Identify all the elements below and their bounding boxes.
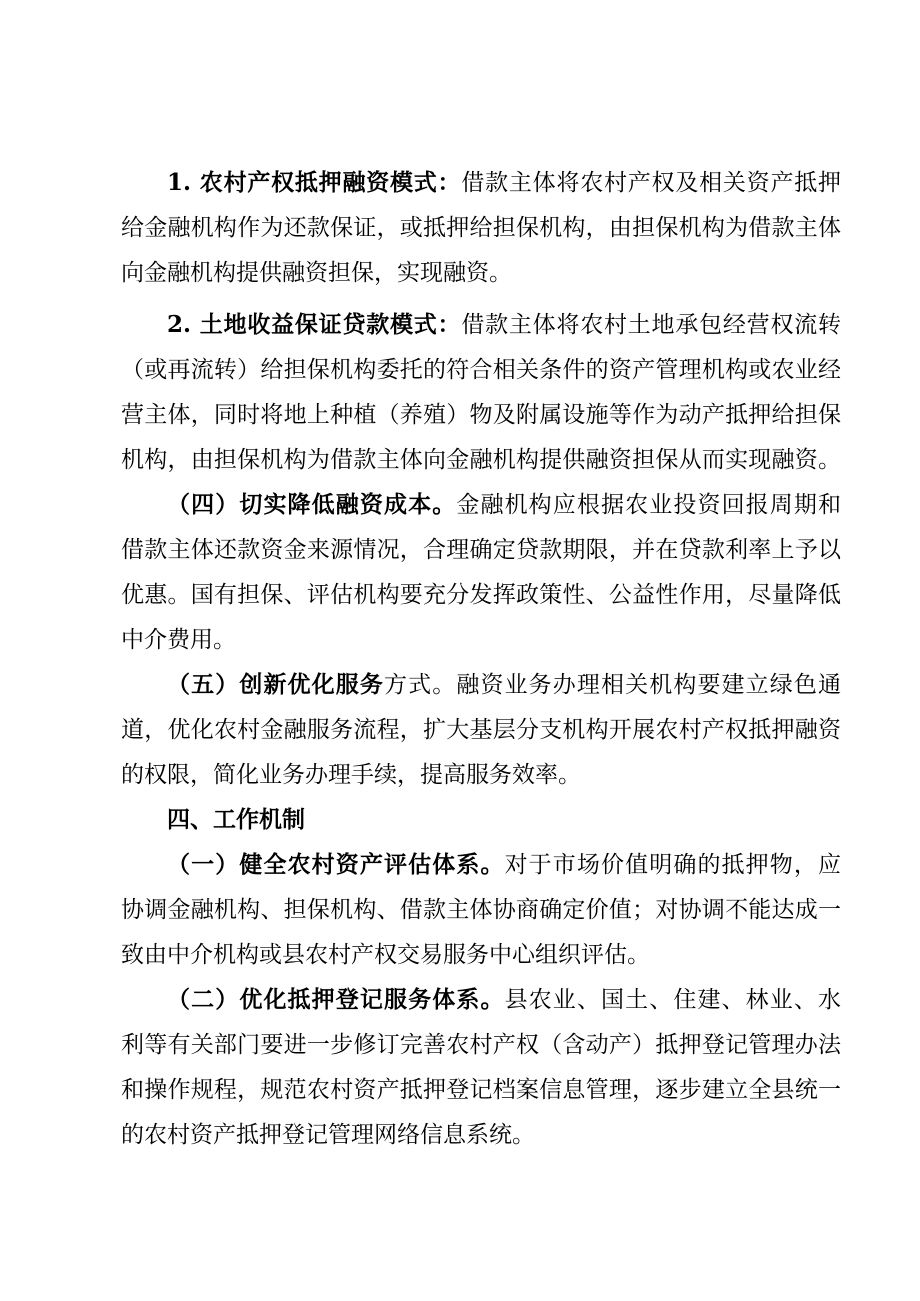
paragraph-line (121, 1071, 841, 1109)
line-text: 的农村资产抵押登记管理网络信息系统。 (121, 1122, 535, 1148)
line-text: 向金融机构提供融资担保，实现融资。 (121, 260, 512, 286)
line-text: 致由中介机构或县农村产权交易服务中心组织评估。 (121, 942, 650, 968)
paragraph-line (167, 846, 841, 884)
paragraph-line (121, 756, 841, 794)
paragraph-line (121, 351, 841, 389)
paragraph-line (121, 576, 841, 614)
paragraph-line (121, 441, 841, 479)
paragraph-line (167, 306, 841, 344)
paragraph-line (121, 209, 841, 247)
heading-text: 四、工作机制 (167, 806, 305, 833)
line-text: 利等有关部门要进一步修订完善农村产权（含动产）抵押登记管理办法 (121, 1032, 841, 1058)
line-text: （或再流转）给担保机构委托的符合相关条件的资产管理机构或农业经 (121, 357, 841, 383)
bold-lead: （五）创新优化服务 (167, 671, 384, 698)
paragraph-line (121, 711, 841, 749)
line-text: 对于市场价值明确的抵押物，应 (504, 852, 842, 878)
paragraph-line (167, 486, 841, 524)
paragraph-line (121, 936, 841, 974)
line-text: 道，优化农村金融服务流程，扩大基层分支机构开展农村产权抵押融资 (121, 717, 841, 743)
paragraph-line (121, 891, 841, 929)
line-text: 县农业、国土、住建、林业、水 (504, 987, 842, 1013)
paragraph-line (167, 981, 841, 1019)
paragraph-line (121, 1026, 841, 1064)
line-text: 的权限，简化业务办理手续，提高服务效率。 (121, 762, 581, 788)
paragraph-line (121, 531, 841, 569)
section-heading (167, 801, 367, 839)
line-text: 给金融机构作为还款保证，或抵押给担保机构，由担保机构为借款主体 (121, 215, 841, 241)
paragraph-line (121, 254, 841, 292)
line-text: 和操作规程，规范农村资产抵押登记档案信息管理，逐步建立全县统一 (121, 1077, 841, 1103)
paragraph-line (167, 164, 841, 202)
line-text: 金融机构应根据农业投资回报周期和 (456, 492, 842, 518)
paragraph-line (121, 396, 841, 434)
line-text: 中介费用。 (121, 627, 236, 653)
line-text: 借款主体将农村产权及相关资产抵押 (461, 170, 841, 196)
line-text: 借款主体将农村土地承包经营权流转 (461, 312, 841, 338)
line-text: 协调金融机构、担保机构、借款主体协商确定价值；对协调不能达成一 (121, 897, 841, 923)
paragraph-line (121, 1116, 841, 1154)
paragraph-line (121, 621, 841, 659)
bold-lead: （二）优化抵押登记服务体系。 (167, 986, 505, 1013)
bold-lead: 1. 农村产权抵押融资模式： (167, 169, 462, 196)
line-text: 方式。融资业务办理相关机构要建立绿色通 (384, 672, 842, 698)
line-text: 营主体，同时将地上种植（养殖）物及附属设施等作为动产抵押给担保 (121, 402, 841, 428)
bold-lead: 2. 土地收益保证贷款模式： (167, 311, 462, 338)
line-text: 优惠。国有担保、评估机构要充分发挥政策性、公益性作用，尽量降低 (121, 582, 841, 608)
bold-lead: （四）切实降低融资成本。 (167, 491, 457, 518)
line-text: 借款主体还款资金来源情况，合理确定贷款期限，并在贷款利率上予以 (121, 537, 841, 563)
paragraph-line (167, 666, 841, 704)
bold-lead: （一）健全农村资产评估体系。 (167, 851, 505, 878)
line-text: 机构，由担保机构为借款主体向金融机构提供融资担保从而实现融资。 (121, 447, 841, 473)
